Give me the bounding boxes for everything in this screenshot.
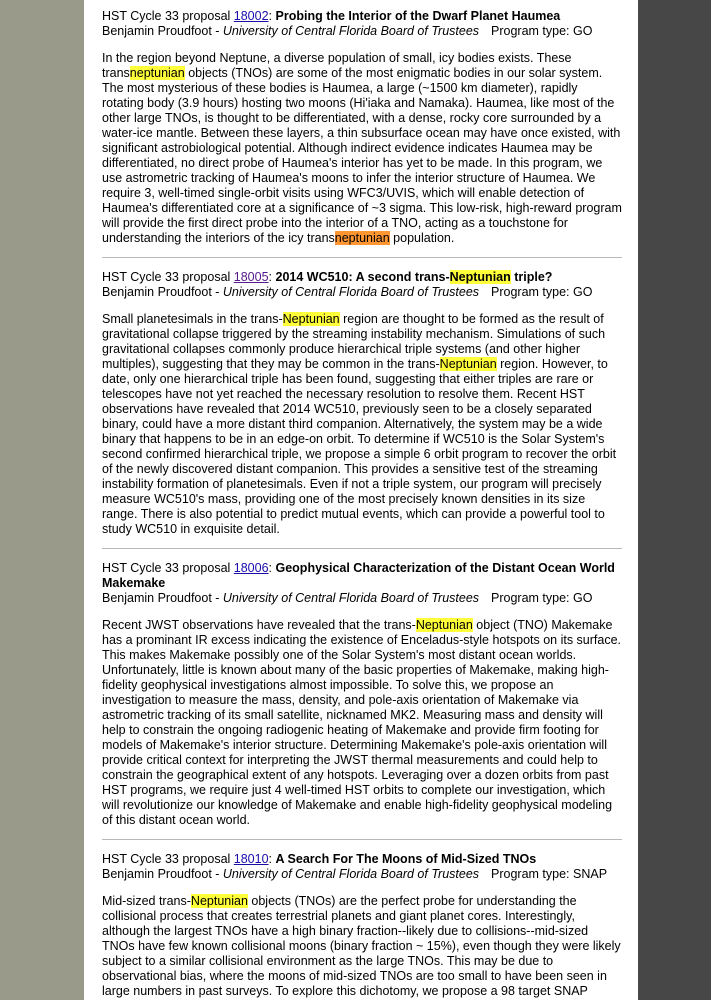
separator	[102, 257, 622, 258]
title-text: 2014 WC510: A second trans-	[275, 270, 450, 284]
proposal-prefix: HST Cycle 33 proposal	[102, 852, 234, 866]
proposal-title: Geophysical Characterization of the Distant Ocean World Makemake	[102, 561, 615, 590]
separator	[102, 839, 622, 840]
abstract-text: object (TNO) Makemake has a prominant IR excess indicating the existence of Enceladus-style hotspots on its surface. This makes Makemake possibly one of the Solar System's most distant ocean worlds. Unfortunately, little is known about many of the basic properties of Makemake, making high-fidelity geophysical investigations almost impossible. To solve this, we propose an investigation to measure the mass, density, and pole-axis orientation of Makemake via astrometric tracking of its small satellite, nicknamed MK2. Measuring mass and density will help to constrain the ongoing radiogenic heating of Makemake and provide firm footing for models of Makemake's interior structure. Determining Makemake's pole-axis orientation will provide critical context for interpreting the JWST thermal measurements and could help to constrain the geographical extent of any hotspots. Leveraging over a dozen orbits from past HST programs, we require just 4 well-timed HST orbits to complete our investigation, which will revolutionize our knowledge of Makemake and enable high-fidelity geophysical modeling of this distant ocean world.	[102, 618, 622, 827]
search-highlight: Neptunian	[282, 312, 340, 326]
institution: University of Central Florida Board of Trustees	[222, 24, 480, 38]
proposal-abstract	[102, 618, 622, 828]
institution: University of Central Florida Board of Trustees	[222, 285, 480, 299]
abstract-text: In the region beyond Neptune, a diverse population of small, icy bodies exists. These trans	[102, 51, 572, 80]
program-type: Program type: GO	[491, 591, 593, 605]
author-name: Benjamin Proudfoot	[102, 24, 212, 38]
proposal-heading: HST Cycle 33 proposal 18006: Geophysical Characterization of the Distant Ocean World Makemake	[102, 561, 615, 590]
abstract-text: region are thought to be formed as the result of gravitational collapse triggered by the streaming instability mechanism. Simulations of such gravitational collapses commonly produce hierarchical triple systems (and other higher multiples), suggesting that they may be common in the trans-	[102, 312, 606, 371]
proposal-abstract	[102, 51, 622, 246]
proposal-meta: Benjamin Proudfoot - University of Central Florida Board of Trustees Program type: GO	[102, 591, 593, 605]
abstract-text: population.	[389, 231, 455, 245]
title-text: triple?	[510, 270, 553, 284]
program-type: Program type: SNAP	[491, 867, 608, 881]
proposal-abstract	[102, 312, 622, 537]
proposal-title: Probing the Interior of the Dwarf Planet Haumea	[275, 9, 561, 23]
proposal-meta: Benjamin Proudfoot - University of Central Florida Board of Trustees Program type: GO	[102, 285, 593, 299]
separator	[102, 548, 622, 549]
proposal-prefix: HST Cycle 33 proposal	[102, 270, 234, 284]
proposal-title: A Search For The Moons of Mid-Sized TNOs	[275, 852, 537, 866]
search-highlight-active: neptunian	[334, 231, 390, 245]
proposal-entry	[102, 9, 622, 246]
proposal-prefix: HST Cycle 33 proposal	[102, 561, 234, 575]
proposal-title	[276, 270, 553, 284]
author-name: Benjamin Proudfoot	[102, 591, 212, 605]
abstract-text: Small planetesimals in the trans-	[102, 312, 283, 326]
abstract-text: Mid-sized trans-	[102, 894, 191, 908]
proposal-list	[102, 9, 622, 999]
search-highlight: Neptunian	[415, 618, 473, 632]
proposal-heading: HST Cycle 33 proposal 18002: Probing the Interior of the Dwarf Planet Haumea	[102, 9, 561, 23]
proposal-prefix: HST Cycle 33 proposal	[102, 9, 234, 23]
abstract-text: objects (TNOs) are the perfect probe for understanding the collisional process that creates terrestrial planets and giant planet cores. Interestingly, although the largest TNOs have a high binary fraction--likely due to collisions--mid-sized TNOs have few known collisional moons (binary fraction ~ 15%), even though they were likely subject to a similar collisional environment as the large TNOs. This may be due to observational bias, where the moons of mid-sized TNOs are too small to have been seen in large numbers in past surveys. To explore this dichotomy, we propose a 98 target SNAP	[102, 894, 621, 998]
proposal-entry	[102, 852, 622, 999]
abstract-text: region. However, to date, only one hierarchical triple has been found, suggesting that either triples are rare or telescopes have not yet reached the necessary resolution to resolve them. Recent HST observations have revealed that 2014 WC510, previously seen to be a closely separated binary, could have a more distant third companion. Alternatively, the system may be a wide binary that happens to be in an edge-on orbit. To determine if WC510 is the Solar System's second confirmed hierarchical triple, we propose a simple 6 orbit program to recover the orbit of the newly discovered distant companion. This provides a sensitive test of the streaming instability formation of planetesimals. Even if not a triple system, our program will precisely measure WC510's mass, providing one of the most precisely known densities in its size range. There is also potential to predict mutual events, which can provide a powerful tool to study WC510 in exquisite detail.	[102, 357, 617, 536]
search-highlight: Neptunian	[439, 357, 497, 371]
search-highlight: Neptunian	[449, 270, 511, 284]
author-name: Benjamin Proudfoot	[102, 867, 212, 881]
proposal-abstract	[102, 894, 622, 999]
proposal-heading: HST Cycle 33 proposal 18005: 2014 WC510: A second trans-Neptunian triple?	[102, 270, 553, 284]
proposal-meta: Benjamin Proudfoot - University of Central Florida Board of Trustees Program type: GO	[102, 24, 593, 38]
author-name: Benjamin Proudfoot	[102, 285, 212, 299]
proposal-id-link[interactable]: 18010	[233, 852, 269, 866]
proposal-id-link[interactable]: 18002	[233, 9, 269, 23]
proposal-id-link[interactable]: 18006	[233, 561, 269, 575]
proposal-id-link[interactable]: 18005	[233, 270, 269, 284]
program-type: Program type: GO	[491, 24, 593, 38]
document-page	[84, 0, 638, 1000]
proposal-meta: Benjamin Proudfoot - University of Central Florida Board of Trustees Program type: SNAP	[102, 867, 608, 881]
search-highlight: neptunian	[129, 66, 185, 80]
proposal-entry	[102, 561, 622, 828]
abstract-text: Recent JWST observations have revealed that the trans-	[102, 618, 416, 632]
proposal-heading: HST Cycle 33 proposal 18010: A Search For The Moons of Mid-Sized TNOs	[102, 852, 537, 866]
right-background-band	[638, 0, 711, 1000]
program-type: Program type: GO	[491, 285, 593, 299]
abstract-text: objects (TNOs) are some of the most enigmatic bodies in our solar system. The most mysterious of these bodies is Haumea, a large (~1500 km diameter), rapidly rotating body (3.9 hours) hosting two moons (Hi'iaka and Namaka). Haumea, like most of the other large TNOs, is thought to be differentiated, with a dense, rocky core surrounded by a water-ice mantle. Between these layers, a thin subsurface ocean may have once existed, with significant astrobiological potential. Although indirect evidence indicates Haumea may be differentiated, no direct probe of Haumea's interior has yet to be made. In this program, we use astrometric tracking of Haumea's moons to infer the interior structure of Haumea. We require 3, well-timed single-orbit visits using WFC3/UVIS, which will enable detection of Haumea's differentiated core at a significance of ~3 sigma. This low-risk, high-reward program will provide the first direct probe into the interior of a TNO, acting as a touchstone for understanding the interiors of the icy trans	[102, 66, 622, 245]
institution: University of Central Florida Board of Trustees	[222, 591, 480, 605]
institution: University of Central Florida Board of Trustees	[222, 867, 480, 881]
proposal-entry	[102, 270, 622, 537]
search-highlight: Neptunian	[190, 894, 248, 908]
